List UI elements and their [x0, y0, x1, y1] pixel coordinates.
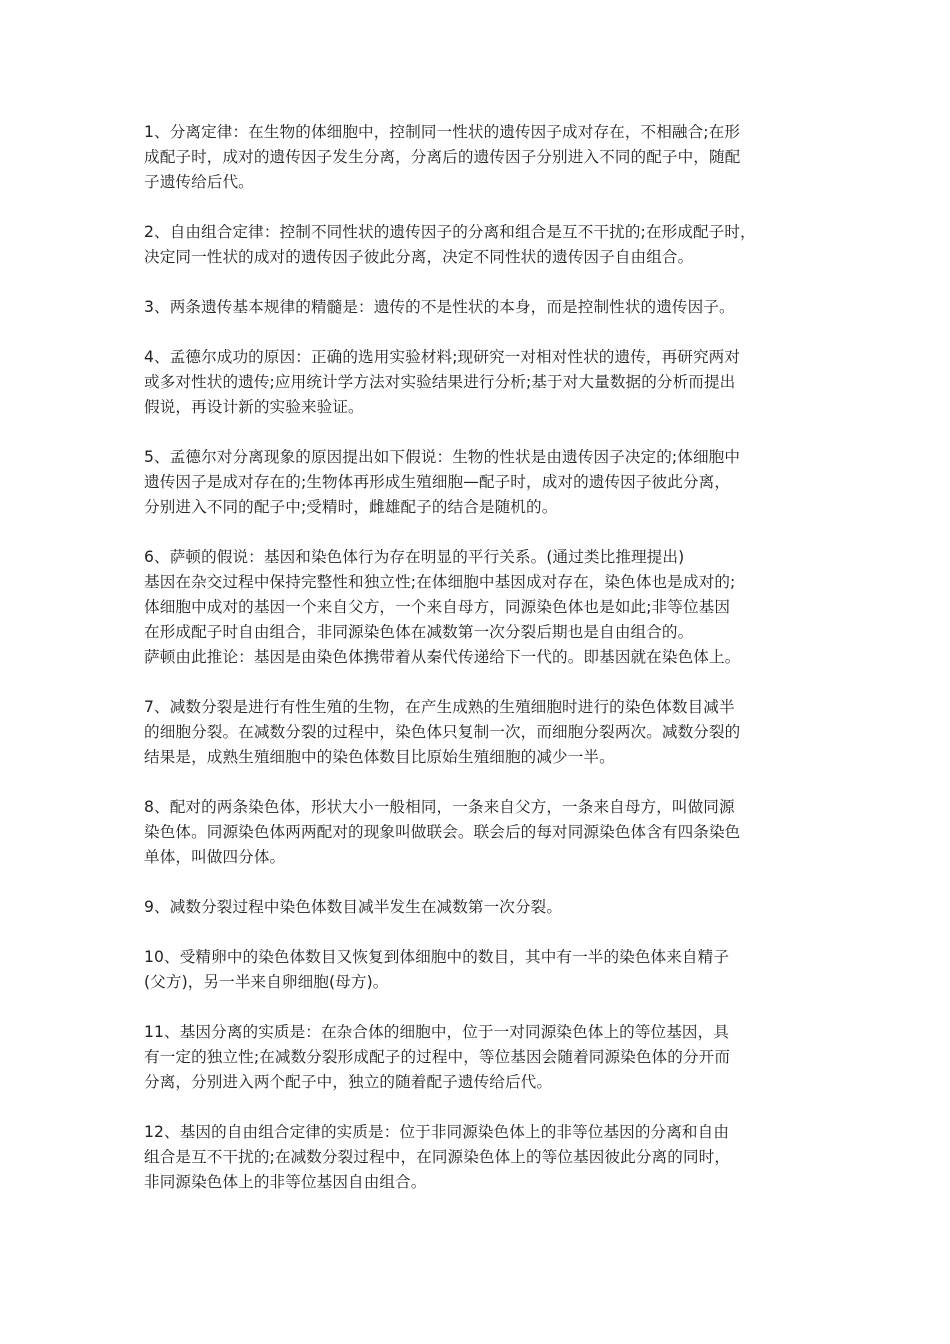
- paragraph-line: 在形成配子时自由组合，非同源染色体在减数第一次分裂后期也是自由组合的。: [144, 623, 694, 641]
- paragraph-line: 有一定的独立性;在减数分裂形成配子的过程中，等位基因会随着同源染色体的分开而: [144, 1048, 731, 1066]
- paragraph-line: 子遗传给后代。: [144, 173, 254, 191]
- paragraph-line: 分别进入不同的配子中;受精时，雌雄配子的结合是随机的。: [144, 498, 558, 516]
- paragraph-line: 体细胞中成对的基因一个来自父方，一个来自母方，同源染色体也是如此;非等位基因: [144, 598, 731, 616]
- paragraph-line: 或多对性状的遗传;应用统计学方法对实验结果进行分析;基于对大量数据的分析而提出: [144, 373, 736, 391]
- paragraph-7: [144, 695, 812, 770]
- paragraph-line: 2、自由组合定律：控制不同性状的遗传因子的分离和组合是互不干扰的;在形成配子时，: [144, 223, 756, 241]
- paragraph-line: 4、孟德尔成功的原因：正确的选用实验材料;现研究一对相对性状的遗传，再研究两对: [144, 348, 741, 366]
- paragraph-line: 9、减数分裂过程中染色体数目减半发生在减数第一次分裂。: [144, 898, 563, 916]
- paragraph-line: 单体，叫做四分体。: [144, 848, 286, 866]
- paragraph-line: 假说，再设计新的实验来验证。: [144, 398, 364, 416]
- paragraph-line: 成配子时，成对的遗传因子发生分离，分离后的遗传因子分别进入不同的配子中，随配: [144, 148, 741, 166]
- paragraph-line: 的细胞分裂。在减数分裂的过程中，染色体只复制一次，而细胞分裂两次。减数分裂的: [144, 723, 741, 741]
- paragraph-3: [144, 295, 812, 320]
- paragraph-line: 结果是，成熟生殖细胞中的染色体数目比原始生殖细胞的减少一半。: [144, 748, 615, 766]
- paragraph-8: [144, 795, 812, 870]
- paragraph-1: [144, 120, 812, 195]
- paragraph-line: 8、配对的两条染色体，形状大小一般相同，一条来自父方，一条来自母方，叫做同源: [144, 798, 735, 816]
- paragraph-line: 非同源染色体上的非等位基因自由组合。: [144, 1173, 427, 1191]
- paragraph-line: 10、受精卵中的染色体数目又恢复到体细胞中的数目，其中有一半的染色体来自精子: [144, 948, 730, 966]
- paragraph-line: 12、基因的自由组合定律的实质是：位于非同源染色体上的非等位基因的分离和自由: [144, 1123, 730, 1141]
- paragraph-11: [144, 1020, 812, 1095]
- paragraph-line: 决定同一性状的成对的遗传因子彼此分离，决定不同性状的遗传因子自由组合。: [144, 248, 694, 266]
- paragraph-line: 基因在杂交过程中保持完整性和独立性;在体细胞中基因成对存在，染色体也是成对的;: [144, 573, 736, 591]
- paragraph-2: [144, 220, 812, 270]
- paragraph-line: 1、分离定律：在生物的体细胞中，控制同一性状的遗传因子成对存在，不相融合;在形: [144, 123, 741, 141]
- paragraph-line: 分离，分别进入两个配子中，独立的随着配子遗传给后代。: [144, 1073, 553, 1091]
- paragraph-line: 萨顿由此推论：基因是由染色体携带着从秦代传递给下一代的。即基因就在染色体上。: [144, 648, 741, 666]
- paragraph-12: [144, 1120, 812, 1195]
- paragraph-line: (父方)，另一半来自卵细胞(母方)。: [144, 973, 389, 991]
- paragraph-10: [144, 945, 812, 995]
- paragraph-line: 染色体。同源染色体两两配对的现象叫做联会。联会后的每对同源染色体含有四条染色: [144, 823, 741, 841]
- paragraph-line: 11、基因分离的实质是：在杂合体的细胞中，位于一对同源染色体上的等位基因，具: [144, 1023, 730, 1041]
- document-body: [144, 120, 812, 1195]
- paragraph-line: 3、两条遗传基本规律的精髓是：遗传的不是性状的本身，而是控制性状的遗传因子。: [144, 298, 735, 316]
- paragraph-line: 遗传因子是成对存在的;生物体再形成生殖细胞—配子时，成对的遗传因子彼此分离，: [144, 473, 731, 491]
- paragraph-9: [144, 895, 812, 920]
- paragraph-line: 7、减数分裂是进行有性生殖的生物，在产生成熟的生殖细胞时进行的染色体数目减半: [144, 698, 735, 716]
- paragraph-6: [144, 545, 812, 670]
- paragraph-line: 6、萨顿的假说：基因和染色体行为存在明显的平行关系。(通过类比推理提出): [144, 548, 685, 566]
- paragraph-5: [144, 445, 812, 520]
- paragraph-line: 组合是互不干扰的;在减数分裂过程中，在同源染色体上的等位基因彼此分离的同时，: [144, 1148, 731, 1166]
- paragraph-line: 5、孟德尔对分离现象的原因提出如下假说：生物的性状是由遗传因子决定的;体细胞中: [144, 448, 741, 466]
- paragraph-4: [144, 345, 812, 420]
